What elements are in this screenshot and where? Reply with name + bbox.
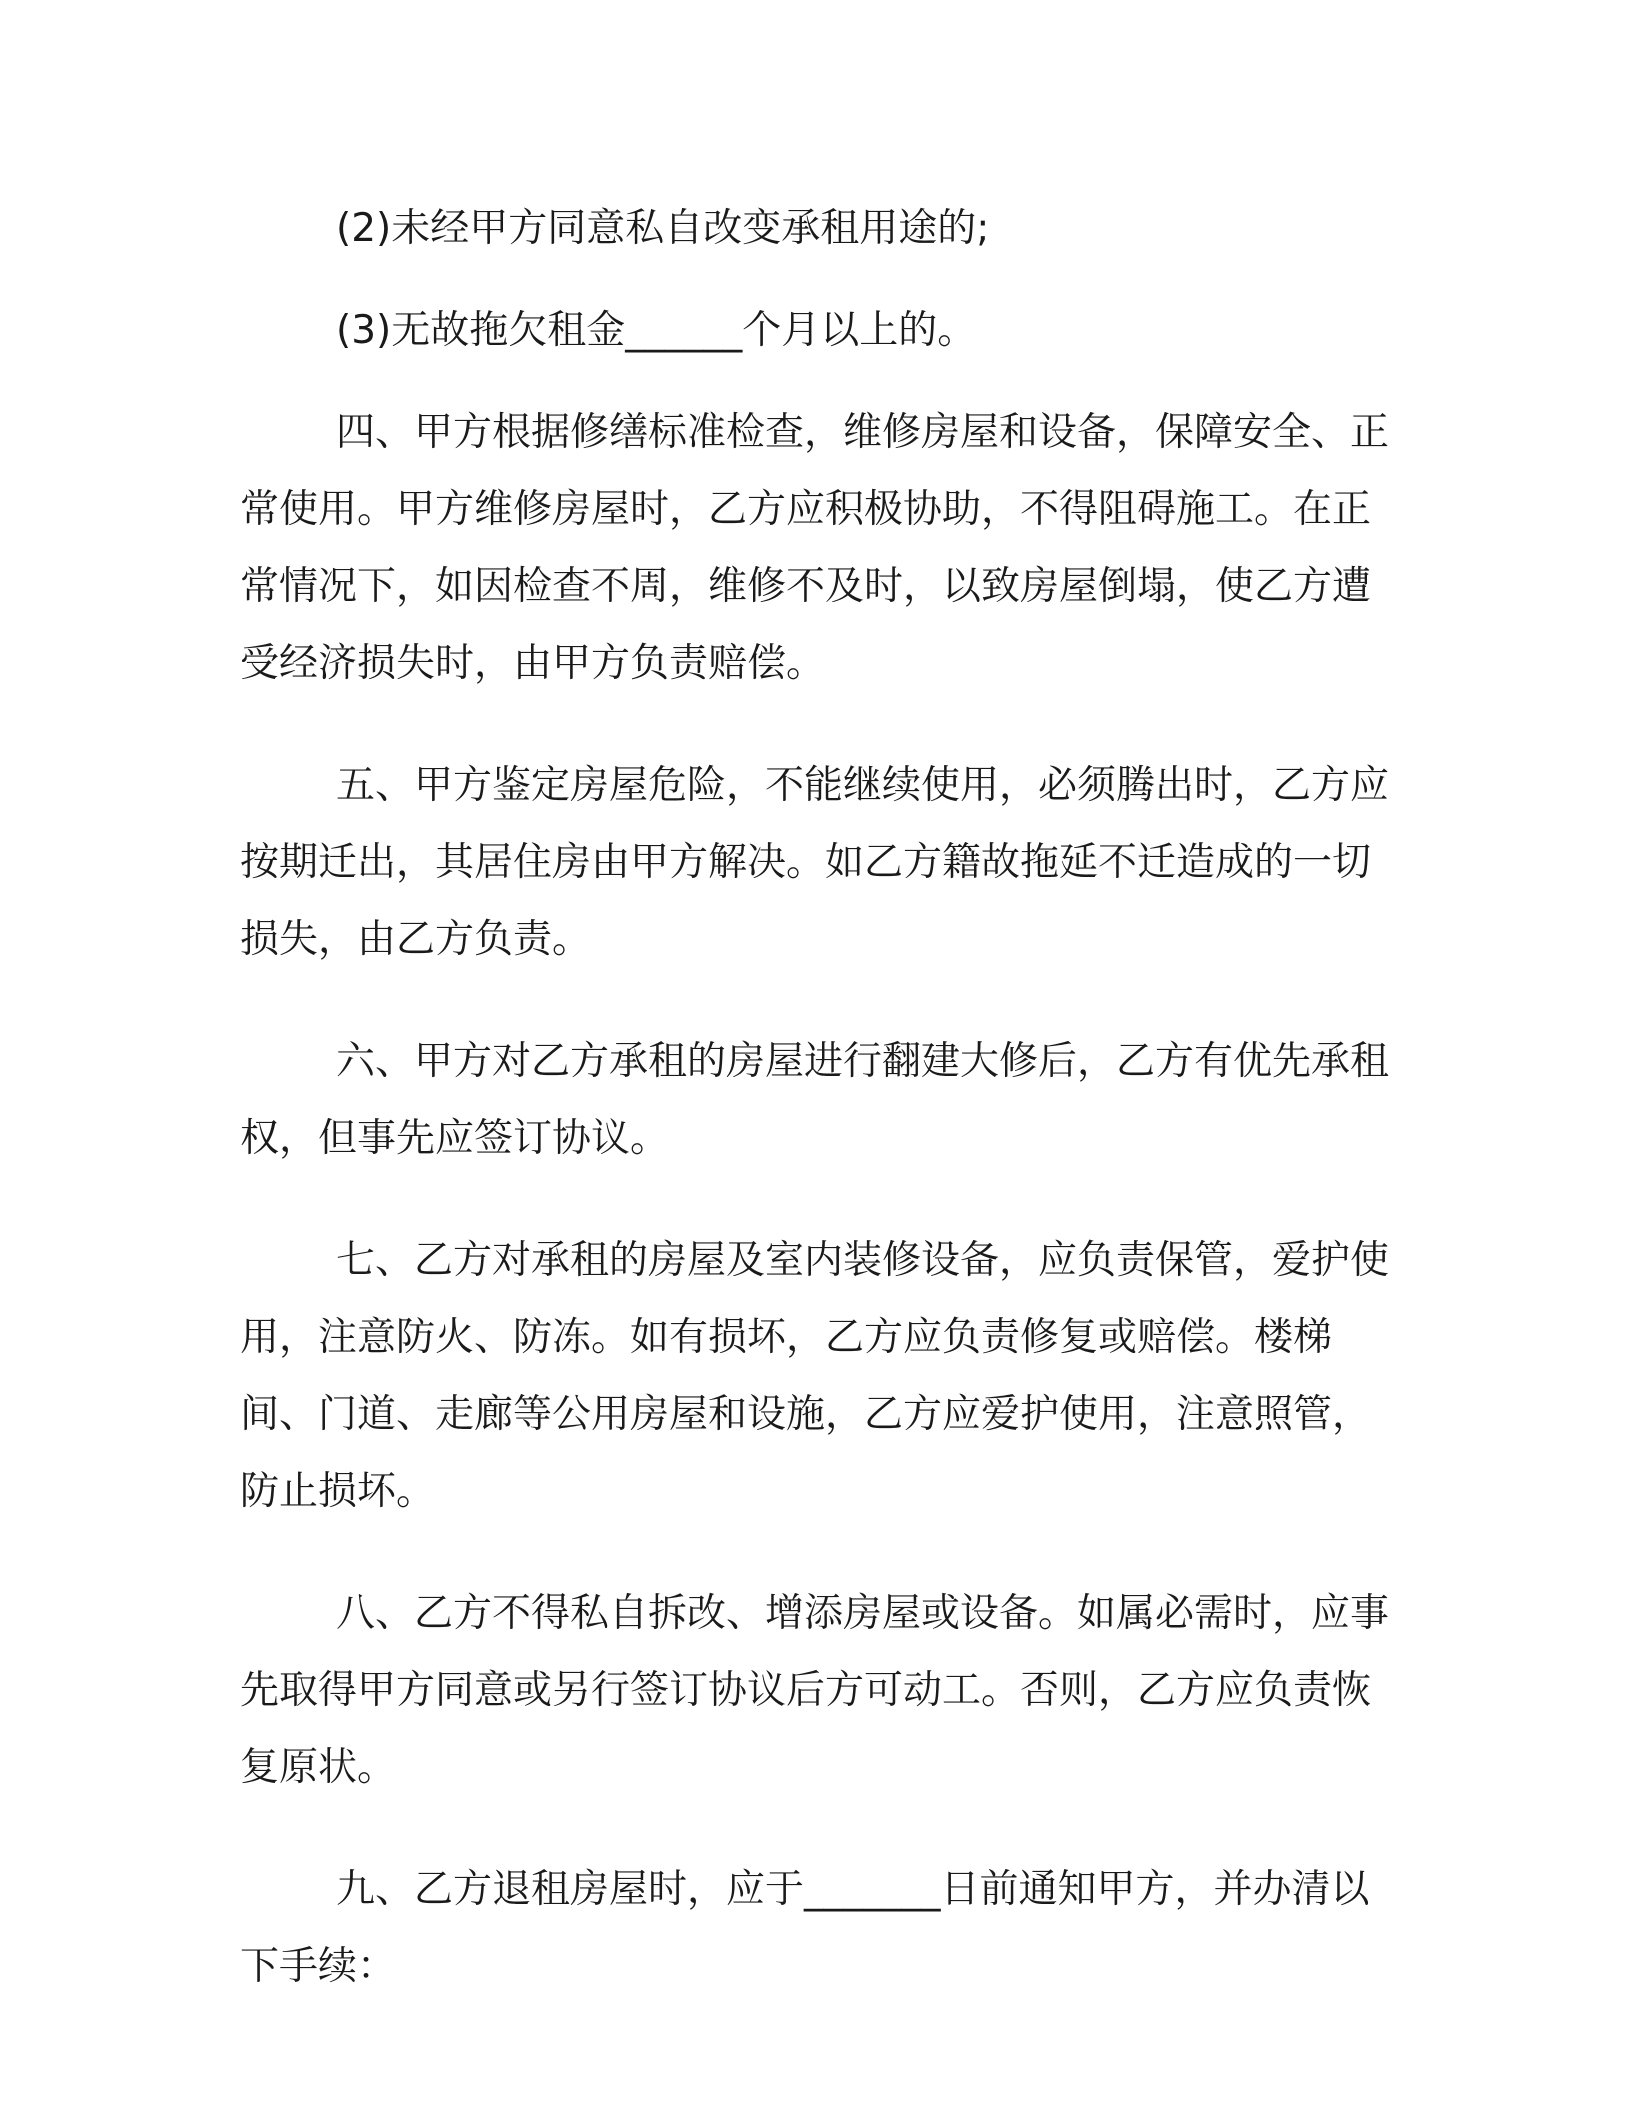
clause-item-3: (3)无故拖欠租金______个月以上的。 (336, 308, 977, 353)
clause-4: 四、甲方根据修缮标准检查，维修房屋和设备，保障安全、正常使用。甲方维修房屋时，乙方应积极协助，不得阻碍施工。在正常情况下，如因检查不周，维修不及时，以致房屋倒塌，使乙方遭受经济损失时，由甲方负责赔偿。 (240, 410, 1390, 686)
clause-5: 五、甲方鉴定房屋危险，不能继续使用，必须腾出时，乙方应按期迁出，其居住房由甲方解决。如乙方籍故拖延不迁造成的一切损失，由乙方负责。 (240, 763, 1390, 962)
clause-8: 八、乙方不得私自拆改、增添房屋或设备。如属必需时，应事先取得甲方同意或另行签订协议后方可动工。否则，乙方应负责恢复原状。 (240, 1591, 1390, 1790)
clause-9: 九、乙方退租房屋时，应于_______日前通知甲方，并办清以下手续： (240, 1867, 1370, 1989)
document-body (240, 190, 1402, 2050)
clause-6: 六、甲方对乙方承租的房屋进行翻建大修后，乙方有优先承租权，但事先应签订协议。 (240, 1039, 1390, 1161)
clause-7: 七、乙方对承租的房屋及室内装修设备，应负责保管，爱护使用，注意防火、防冻。如有损坏，乙方应负责修复或赔偿。楼梯间、门道、走廊等公用房屋和设施，乙方应爱护使用，注意照管，防止损坏。 (240, 1238, 1390, 1514)
clause-item-2: (2)未经甲方同意私自改变承租用途的; (336, 206, 990, 251)
